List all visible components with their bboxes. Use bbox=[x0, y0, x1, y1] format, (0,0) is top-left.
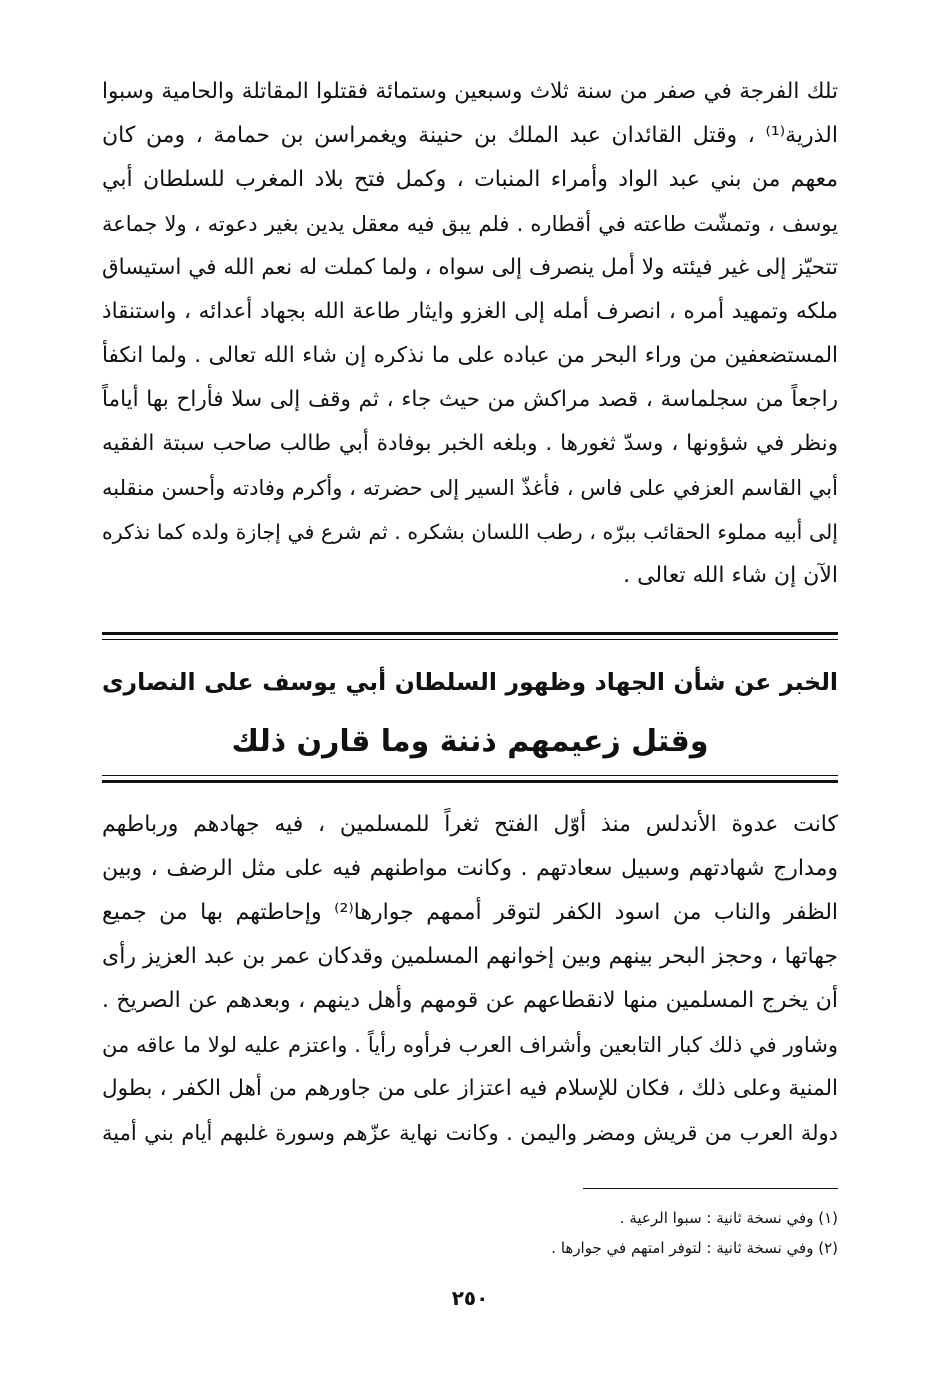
text-line: كانت عدوة الأندلس منذ أوّل الفتح ثغراً للمسلمين ، فيه جهادهم ورباطهم bbox=[102, 812, 838, 837]
text-line: ملكه وتمهيد أمره ، انصرف أمله إلى الغزو وايثار طاعة الله بجهاد أعدائه ، واستنقاذ bbox=[102, 299, 838, 324]
paragraph-bottom bbox=[102, 803, 838, 1155]
text-line: وشاور في ذلك كبار التابعين وأشراف العرب فرأوه رأياً . واعتزم عليه لولا ما عاقه من bbox=[102, 1033, 838, 1057]
footnotes bbox=[450, 1203, 838, 1263]
section-heading bbox=[102, 652, 838, 772]
text-line: تتحيّز إلى غير فيئته ولا أمل ينصرف إلى سواه ، ولما كملت له نعم الله في استيساق bbox=[102, 255, 838, 280]
text-line: المستضعفين من وراء البحر من عباده على ما نذكره إن شاء الله تعالى . ولما انكفأ bbox=[102, 343, 838, 368]
text-line: المنية وعلى ذلك ، فكان للإسلام فيه اعتزاز على من جاورهم من أهل الكفر ، بطول bbox=[102, 1076, 838, 1101]
heading-rule-bottom-thin bbox=[102, 775, 838, 776]
text-line: يوسف ، وتمشّت طاعته في أقطاره . فلم يبق فيه معقل يدين بغير دعوته ، ولا جماعة bbox=[102, 212, 838, 236]
footnote-2: (٢) وفي نسخة ثانية : لتوفر امتهم في جوارها . bbox=[551, 1239, 838, 1257]
heading-rule-top-thin bbox=[102, 639, 838, 640]
page-number: ٢٥٠ bbox=[451, 1286, 489, 1310]
footnote-separator bbox=[583, 1188, 838, 1189]
text-line: تلك الفرجة في صفر من سنة ثلاث وسبعين وستمائة فقتلوا المقاتلة والحامية وسبوا bbox=[102, 79, 838, 104]
text-line: الآن إن شاء الله تعالى . bbox=[623, 563, 838, 588]
text-line: ومدارج شهادتهم وسبيل سعادتهم . وكانت مواطنهم فيه على مثل الرضف ، وبين bbox=[102, 856, 838, 881]
text-line: راجعاً من سجلماسة ، قصد مراكش من حيث جاء ، ثم وقف إلى سلا فأراح بها أياماً bbox=[102, 387, 838, 412]
heading-rule-top-thick bbox=[102, 632, 838, 635]
paragraph-top bbox=[102, 70, 838, 598]
section-heading-line-1: الخبر عن شأن الجهاد وظهور السلطان أبي يوسف على النصارى bbox=[102, 668, 838, 696]
text-line: جهاتها ، وحجز البحر بينهم وبين إخوانهم المسلمين وقدكان عمر بن عبد العزيز رأى bbox=[102, 944, 838, 969]
section-heading-line-2: وقتل زعيمهم ذننة وما قارن ذلك bbox=[231, 724, 709, 759]
text-line: الظفر والناب من اسود الكفر لتوقر أممهم جوارها⁽²⁾ وإحاطتهم بها من جميع bbox=[102, 900, 838, 925]
text-line: أن يخرج المسلمين منها لانقطاعهم عن قومهم وأهل دينهم ، وبعدهم عن الصريخ . bbox=[102, 988, 838, 1013]
text-line: أبي القاسم العزفي على فاس ، فأغذّ السير إلى حضرته ، وأكرم وفادته وأحسن منقلبه bbox=[102, 476, 838, 500]
text-line: دولة العرب من قريش ومضر واليمن . وكانت نهاية عزّهم وسورة غلبهم أيام بني أمية bbox=[102, 1121, 838, 1145]
text-line: ونظر في شؤونها ، وسدّ ثغورها . وبلغه الخبر بوفادة أبي طالب صاحب سبتة الفقيه bbox=[102, 431, 838, 456]
text-line: إلى أبيه مملوء الحقائب ببرّه ، رطب اللسان بشكره . ثم شرع في إجازة ولده كما نذكره bbox=[102, 520, 838, 544]
text-line: الذرية⁽¹⁾ ، وقتل القائدان عبد الملك بن حنينة ويغمراسن بن حمامة ، ومن كان bbox=[102, 123, 838, 148]
text-line: معهم من بني عبد الواد وأمراء المنبات ، وكمل فتح بلاد المغرب للسلطان أبي bbox=[102, 167, 838, 192]
footnote-1: (١) وفي نسخة ثانية : سبوا الرعية . bbox=[619, 1209, 838, 1227]
heading-rule-bottom-thick bbox=[102, 780, 838, 783]
